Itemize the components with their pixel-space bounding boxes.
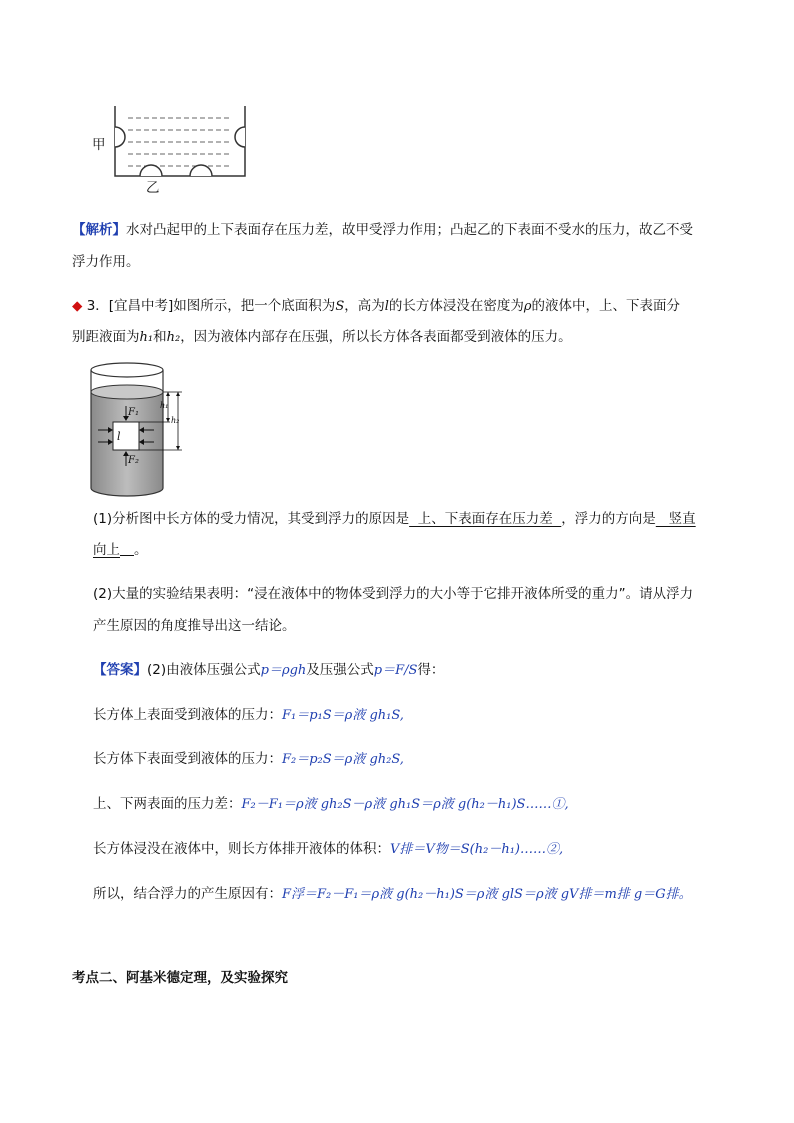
answer-formula-4: F₂＝p₂S＝ρ液 gh₂S, [282, 752, 404, 767]
answer-tag: 【答案】 [93, 662, 147, 678]
subq-1-text-c: 。 [134, 542, 148, 558]
subq-2-line-1: (2)大量的实验结果表明：“浸在液体中的物体受到浮力的大小等于它排开液体所受的重力”。请从浮力 [93, 586, 694, 602]
question-3-line-1 [72, 296, 680, 317]
q3-var-h1: h₁ [139, 330, 154, 345]
q3-text-c: 的长方体浸没在密度为 [388, 298, 524, 314]
fig-label-h2: h₂ [171, 416, 180, 425]
analysis-line-2: 浮力作用。 [72, 254, 140, 270]
subq-1-answer-2a: 竖直 [655, 511, 696, 527]
q3-var-l: l [384, 299, 389, 314]
answer-text-2: 长方体上表面受到液体的压力： [93, 707, 282, 723]
q3-var-S: S [335, 299, 345, 314]
q3-var-rho: ρ [523, 299, 532, 314]
answer-text-6: 所以，结合浮力的产生原因有： [93, 886, 282, 902]
answer-formula-2: p＝F/S [373, 663, 418, 678]
container-bump-figure [80, 100, 260, 200]
q3-text-b: ，高为 [344, 298, 385, 314]
analysis-tag: 【解析】 [72, 222, 126, 238]
answer-line-4 [93, 794, 569, 815]
answer-line-3 [93, 749, 404, 770]
answer-text-1c: 得： [417, 662, 445, 678]
answer-formula-1: p＝ρgh [260, 663, 307, 678]
q3-var-h2: h₂ [166, 330, 181, 345]
q3-text-e: 别距液面为 [72, 329, 140, 345]
q3-text-a: 3．[宜昌中考]如图所示，把一个底面积为 [86, 298, 336, 314]
section-heading: 考点二、阿基米德定理，及实验探究 [72, 970, 288, 986]
answer-formula-5: F₂－F₁＝ρ液 gh₂S－ρ液 gh₁S＝ρ液 g(h₂－h₁)S……①, [241, 797, 569, 812]
subq-2-line-2: 产生原因的角度推导出这一结论。 [93, 618, 296, 634]
answer-text-1a: (2)由液体压强公式 [147, 662, 261, 678]
subq-1-answer-2b: 向上 [93, 542, 120, 558]
analysis-line-1 [72, 220, 693, 240]
fig-label-F2: F₂ [128, 455, 139, 466]
answer-formula-3: F₁＝p₁S＝ρ液 gh₁S, [282, 708, 404, 723]
answer-formula-7: F浮＝F₂－F₁＝ρ液 g(h₂－h₁)S＝ρ液 glS＝ρ液 gV排＝m排 g＝G排。 [282, 887, 692, 902]
subq-1-line-2 [93, 540, 148, 560]
subq-1-answer-1: 上、下表面存在压力差 [409, 511, 562, 527]
cylinder-block-figure [86, 360, 196, 500]
label-jia: 甲 [92, 137, 106, 153]
subq-1-text-b: ，浮力的方向是 [561, 511, 656, 527]
q3-text-f: 和 [153, 329, 167, 345]
answer-formula-6: V排＝V物＝S(h₂－h₁)……②, [390, 842, 564, 857]
answer-text-1b: 及压强公式 [306, 662, 374, 678]
fig-label-l: l [117, 430, 121, 443]
subq-1-line-1 [93, 509, 696, 529]
analysis-text-1: 水对凸起甲的上下表面存在压力差，故甲受浮力作用；凸起乙的下表面不受水的压力，故乙不受 [126, 222, 693, 238]
answer-text-4: 上、下两表面的压力差： [93, 796, 242, 812]
fig-label-F1: F₁ [128, 407, 139, 418]
diamond-bullet-icon: ◆ [72, 298, 83, 314]
q3-text-d: 的液体中，上、下表面分 [531, 298, 681, 314]
q3-text-g: ，因为液体内部存在压强，所以长方体各表面都受到液体的压力。 [180, 329, 572, 345]
answer-line-1 [93, 660, 444, 681]
answer-text-3: 长方体下表面受到液体的压力： [93, 751, 282, 767]
label-yi: 乙 [146, 180, 160, 196]
subq-1-text-a: (1)分析图中长方体的受力情况，其受到浮力的原因是 [93, 511, 410, 527]
answer-text-5: 长方体浸没在液体中，则长方体排开液体的体积： [93, 841, 390, 857]
answer-line-5 [93, 839, 563, 860]
question-3-line-2 [72, 327, 572, 348]
answer-line-6 [93, 884, 692, 905]
answer-line-2 [93, 705, 404, 726]
fig-label-h1: h₁ [160, 401, 169, 410]
